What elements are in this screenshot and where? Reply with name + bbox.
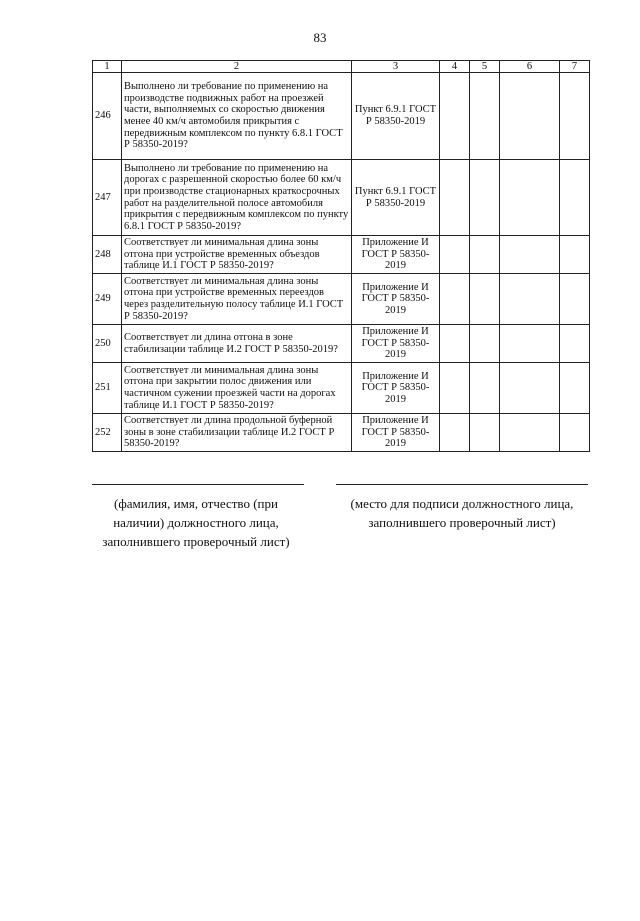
signature-caption: (место для подписи должностного лица, заполнившего проверочный лист) (350, 496, 574, 530)
answer-cell-na (500, 160, 560, 236)
answer-cell-no (470, 414, 500, 452)
comment-cell (560, 414, 590, 452)
answer-cell-yes (440, 325, 470, 363)
column-header: 2 (122, 61, 352, 73)
answer-cell-yes (440, 73, 470, 160)
column-header: 6 (500, 61, 560, 73)
comment-cell (560, 73, 590, 160)
answer-cell-no (470, 236, 500, 274)
column-header: 3 (352, 61, 440, 73)
answer-cell-na (500, 236, 560, 274)
row-number: 246 (93, 73, 122, 160)
table-row (93, 414, 590, 452)
column-header: 5 (470, 61, 500, 73)
name-signature-line (92, 484, 304, 485)
column-header: 4 (440, 61, 470, 73)
answer-cell-no (470, 73, 500, 160)
answer-cell-no (470, 325, 500, 363)
question-text: Выполнено ли требование по применению на дорогах с разрешенной скоростью более 60 км/ч при производстве стационарных краткосрочных работ на разделительной полосе автомобиля прикрытия с передвижным комплексом по пункту 6.8.1 ГОСТ Р 58350-2019? (122, 160, 352, 236)
name-caption: (фамилия, имя, отчество (при наличии) должностного лица, заполнившего проверочный лист) (102, 496, 290, 549)
comment-cell (560, 363, 590, 414)
requirement-reference: Пункт 6.9.1 ГОСТ Р 58350-2019 (352, 160, 440, 236)
table-row (93, 73, 590, 160)
question-text: Выполнено ли требование по применению на производстве подвижных работ на проезжей части, выполняемых со скоростью движения менее 40 км/ч автомобиля прикрытия с передвижным комплексом по пункту 6.8.1 ГОСТ Р 58350-2019? (122, 73, 352, 160)
question-text: Соответствует ли минимальная длина зоны отгона при устройстве временных переездов через разделительную полосу таблице И.1 ГОСТ Р 58350-2019? (122, 274, 352, 325)
signature-line (336, 484, 588, 485)
requirement-reference: Приложение И ГОСТ Р 58350-2019 (352, 325, 440, 363)
requirement-reference: Приложение И ГОСТ Р 58350-2019 (352, 414, 440, 452)
question-text: Соответствует ли минимальная длина зоны отгона при закрытии полос движения или частичном сужении проезжей части на дорогах таблице И.1 ГОСТ Р 58350-2019? (122, 363, 352, 414)
requirement-reference: Пункт 6.9.1 ГОСТ Р 58350-2019 (352, 73, 440, 160)
answer-cell-yes (440, 363, 470, 414)
column-header: 7 (560, 61, 590, 73)
row-number: 252 (93, 414, 122, 452)
answer-cell-no (470, 363, 500, 414)
table-row (93, 325, 590, 363)
question-text: Соответствует ли длина отгона в зоне стабилизации таблице И.2 ГОСТ Р 58350-2019? (122, 325, 352, 363)
table-row (93, 160, 590, 236)
requirement-reference: Приложение И ГОСТ Р 58350-2019 (352, 274, 440, 325)
requirement-reference: Приложение И ГОСТ Р 58350-2019 (352, 363, 440, 414)
checklist-table (92, 60, 590, 452)
row-number: 248 (93, 236, 122, 274)
table-header-row (93, 61, 590, 73)
question-text: Соответствует ли минимальная длина зоны отгона при устройстве временных объездов таблице И.1 ГОСТ Р 58350-2019? (122, 236, 352, 274)
row-number: 250 (93, 325, 122, 363)
comment-cell (560, 274, 590, 325)
row-number: 247 (93, 160, 122, 236)
answer-cell-no (470, 160, 500, 236)
table-row (93, 236, 590, 274)
answer-cell-na (500, 363, 560, 414)
comment-cell (560, 236, 590, 274)
answer-cell-no (470, 274, 500, 325)
answer-cell-na (500, 414, 560, 452)
table-row (93, 274, 590, 325)
answer-cell-yes (440, 236, 470, 274)
answer-cell-na (500, 274, 560, 325)
comment-cell (560, 160, 590, 236)
row-number: 249 (93, 274, 122, 325)
column-header: 1 (93, 61, 122, 73)
answer-cell-na (500, 325, 560, 363)
answer-cell-yes (440, 274, 470, 325)
question-text: Соответствует ли длина продольной буферной зоны в зоне стабилизации таблице И.2 ГОСТ Р 58350-2019? (122, 414, 352, 452)
requirement-reference: Приложение И ГОСТ Р 58350-2019 (352, 236, 440, 274)
answer-cell-na (500, 73, 560, 160)
table-row (93, 363, 590, 414)
answer-cell-yes (440, 160, 470, 236)
row-number: 251 (93, 363, 122, 414)
answer-cell-yes (440, 414, 470, 452)
page-number: 83 (313, 30, 327, 45)
comment-cell (560, 325, 590, 363)
